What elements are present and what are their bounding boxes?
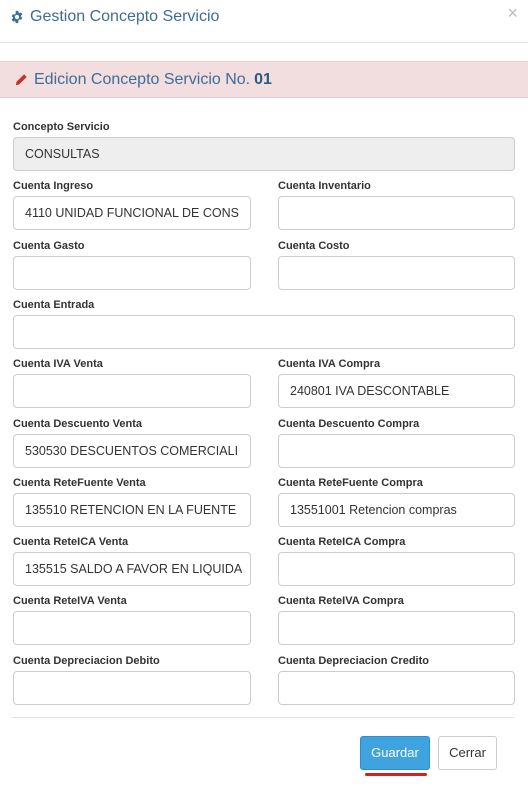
cuenta-descuento-compra-input[interactable]: [278, 434, 515, 468]
cuenta-inventario-input[interactable]: [278, 196, 515, 230]
label-cuenta-inventario: Cuenta Inventario: [278, 180, 371, 192]
cuenta-reteica-venta-input[interactable]: 135515 SALDO A FAVOR EN LIQUIDA: [13, 552, 251, 586]
label-cuenta-descuento-venta: Cuenta Descuento Venta: [13, 418, 142, 430]
close-icon[interactable]: ×: [507, 3, 518, 23]
label-cuenta-reteiva-compra: Cuenta ReteIVA Compra: [278, 595, 404, 607]
label-cuenta-gasto: Cuenta Gasto: [13, 240, 85, 252]
cuenta-depreciacion-debito-input[interactable]: [13, 671, 251, 705]
label-cuenta-retefuente-venta: Cuenta ReteFuente Venta: [13, 477, 146, 489]
cuenta-retefuente-compra-input[interactable]: 13551001 Retencion compras: [278, 493, 515, 527]
cuenta-descuento-venta-input[interactable]: 530530 DESCUENTOS COMERCIALI: [13, 434, 251, 468]
label-cuenta-costo: Cuenta Costo: [278, 240, 350, 252]
cuenta-ingreso-input[interactable]: 4110 UNIDAD FUNCIONAL DE CONS: [13, 196, 251, 230]
label-cuenta-iva-venta: Cuenta IVA Venta: [13, 358, 103, 370]
label-cuenta-retefuente-compra: Cuenta ReteFuente Compra: [278, 477, 423, 489]
close-button[interactable]: Cerrar: [438, 736, 497, 770]
highlight-underline: [365, 773, 427, 776]
label-cuenta-reteiva-venta: Cuenta ReteIVA Venta: [13, 595, 127, 607]
save-button[interactable]: Guardar: [360, 736, 430, 770]
label-cuenta-depreciacion-credito: Cuenta Depreciacion Credito: [278, 655, 429, 667]
label-cuenta-reteica-compra: Cuenta ReteICA Compra: [278, 536, 406, 548]
pencil-icon: [14, 73, 28, 87]
modal-header: [0, 0, 528, 43]
concept-number: 01: [254, 71, 272, 88]
cuenta-retefuente-venta-input[interactable]: 135510 RETENCION EN LA FUENTE: [13, 493, 251, 527]
gear-icon: [10, 10, 24, 24]
label-concepto-servicio: Concepto Servicio: [13, 121, 110, 133]
concepto-servicio-field[interactable]: CONSULTAS: [13, 137, 515, 171]
cuenta-iva-venta-input[interactable]: [13, 374, 251, 408]
modal-title: [10, 8, 219, 26]
label-cuenta-reteica-venta: Cuenta ReteICA Venta: [13, 536, 129, 548]
label-cuenta-depreciacion-debito: Cuenta Depreciacion Debito: [13, 655, 160, 667]
label-cuenta-ingreso: Cuenta Ingreso: [13, 180, 94, 192]
alert-prefix: Edicion Concepto Servicio No.: [34, 71, 251, 88]
cuenta-reteiva-venta-input[interactable]: [13, 611, 251, 645]
cuenta-depreciacion-credito-input[interactable]: [278, 671, 515, 705]
label-cuenta-iva-compra: Cuenta IVA Compra: [278, 358, 381, 370]
alert-title: [14, 71, 272, 89]
modal-title-text: Gestion Concepto Servicio: [30, 8, 220, 25]
edit-alert: [0, 61, 528, 98]
cuenta-iva-compra-input[interactable]: 240801 IVA DESCONTABLE: [278, 374, 515, 408]
label-cuenta-descuento-compra: Cuenta Descuento Compra: [278, 418, 420, 430]
cuenta-reteica-compra-input[interactable]: [278, 552, 515, 586]
footer-divider: [12, 717, 515, 718]
cuenta-costo-input[interactable]: [278, 256, 515, 290]
cuenta-gasto-input[interactable]: [13, 256, 251, 290]
label-cuenta-entrada: Cuenta Entrada: [13, 299, 95, 311]
cuenta-entrada-input[interactable]: [13, 315, 515, 349]
cuenta-reteiva-compra-input[interactable]: [278, 611, 515, 645]
